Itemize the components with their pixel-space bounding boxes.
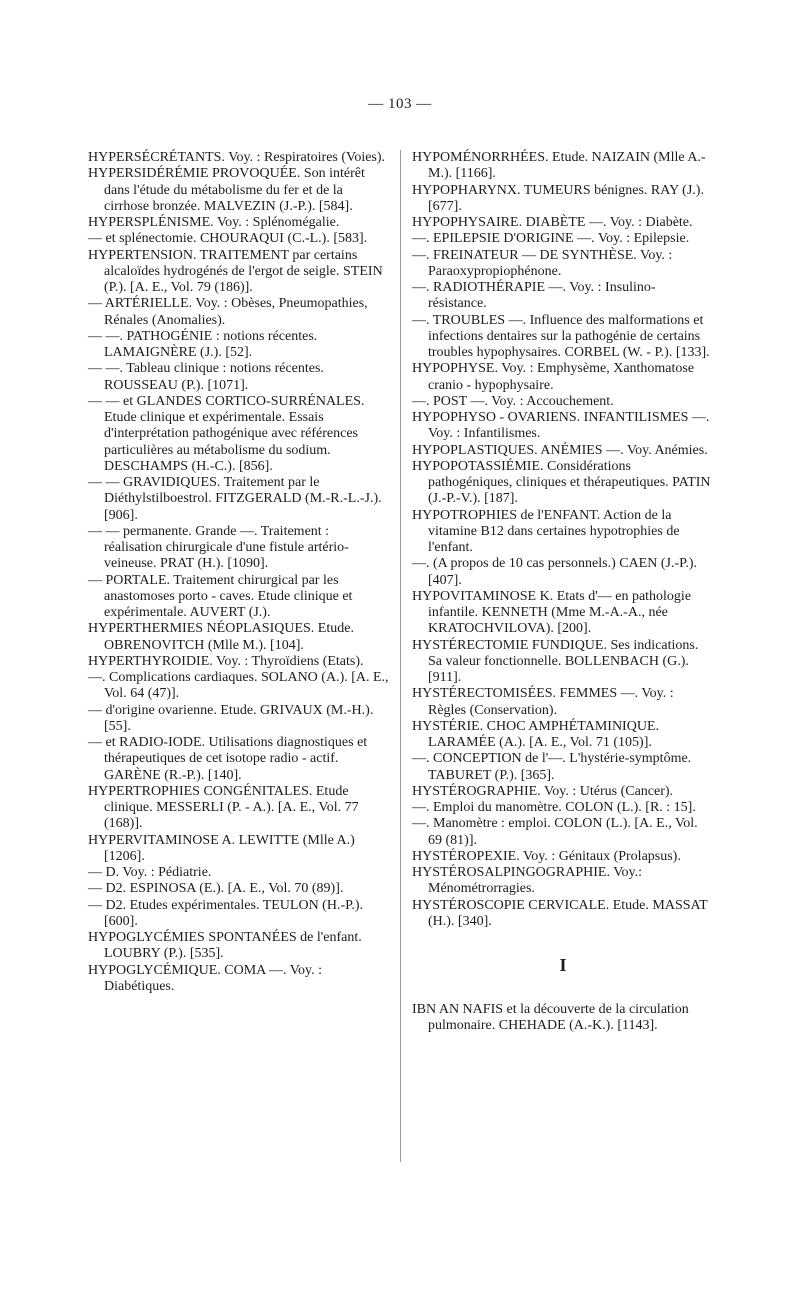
index-entry: — D2. ESPINOSA (E.). [A. E., Vol. 70 (89)]. [88,881,344,897]
index-entry: HYPOTROPHIES de l'ENFANT. Action de la vitamine B12 dans certaines hypotrophies de l'enfant. [412,507,680,555]
index-entry: — — et GLANDES CORTICO-SURRÉNALES. Etude clinique et expérimentale. Essais d'interprétation pathogénique avec références particulières au métabolisme du sodium. DESCHAMPS (H.-C.). [856]. [88,393,365,474]
index-entry: HYPERVITAMINOSE A. LEWITTE (Mlle A.) [1206]. [88,832,355,864]
index-entry: — d'origine ovarienne. Etude. GRIVAUX (M.-H.). [55]. [88,702,374,734]
index-entry: —. (A propos de 10 cas personnels.) CAEN (J.-P.). [407]. [412,556,698,588]
index-entry: HYSTÉROSCOPIE CERVICALE. Etude. MASSAT (H.). [340]. [412,897,708,929]
index-entry: HYPOVITAMINOSE K. Etats d'— en pathologie infantile. KENNETH (Mme M.-A.-A., née KRATOCHVILOVA). [200]. [412,588,692,637]
page-number: — 103 — [368,96,432,112]
index-entry: — ARTÉRIELLE. Voy. : Obèses, Pneumopathies, Rénales (Anomalies). [88,296,368,328]
index-entry: HYSTÉROGRAPHIE. Voy. : Utérus (Cancer). [412,783,674,799]
index-entry: HYPERTHYROIDIE. Voy. : Thyroïdiens (Etats). [88,653,364,669]
index-entry: HYPOPHARYNX. TUMEURS bénignes. RAY (J.). [677]. [412,182,704,214]
index-entry: IBN AN NAFIS et la découverte de la circulation pulmonaire. CHEHADE (A.-K.). [1143]. [412,1002,689,1034]
index-entry: HYPOPHYSO - OVARIENS. INFANTILISMES —. Voy. : Infantilismes. [412,410,710,442]
index-entry: HYPERSIDÉRÉMIE PROVOQUÉE. Son intérêt dans l'étude du métabolisme du fer et de la cirrhose bronzée. MALVEZIN (J.-P.). [584]. [88,166,365,214]
left-column [88,150,390,995]
index-entry: HYPERTHERMIES NÉOPLASIQUES. Etude. OBRENOVITCH (Mlle M.). [104]. [88,621,354,653]
index-entry: —. Manomètre : emploi. COLON (L.). [A. E., Vol. 69 (81)]. [412,816,698,848]
index-entry: HYSTÉROSALPINGOGRAPHIE. Voy.: Ménométrorragies. [412,865,642,897]
index-entry: —. RADIOTHÉRAPIE —. Voy. : Insulino-résistance. [412,280,656,312]
section-i-entries [412,1002,714,1035]
index-entry: HYSTÉRIE. CHOC AMPHÉTAMINIQUE. LARAMÉE (A.). [A. E., Vol. 71 (105)]. [412,718,659,750]
index-entry: — et splénectomie. CHOURAQUI (C.-L.). [583]. [88,231,368,247]
right-column-entries [412,150,714,930]
right-column [412,150,714,1035]
index-entry: — PORTALE. Traitement chirurgical par les anastomoses porto - caves. Etude clinique et expérimentale. AUVERT (J.). [88,572,353,620]
index-entry: — —. PATHOGÉNIE : notions récentes. LAMAIGNÈRE (J.). [52]. [88,328,318,360]
index-entry: —. Complications cardiaques. SOLANO (A.). [A. E., Vol. 64 (47)]. [88,670,389,702]
index-entry: — D. Voy. : Pédiatrie. [88,865,212,880]
index-entry: HYSTÉRECTOMIE FUNDIQUE. Ses indications. Sa valeur fonctionnelle. BOLLENBACH (G.). [911]. [412,637,699,685]
section-letter-heading: I [559,955,567,975]
column-divider [400,150,401,1162]
index-entry: —. FREINATEUR — DE SYNTHÈSE. Voy. : Paraoxypropiophénone. [412,247,673,279]
index-entry: HYSTÉROPEXIE. Voy. : Génitaux (Prolapsus). [412,848,681,864]
index-entry: HYPOGLYCÉMIQUE. COMA —. Voy. : Diabétiques. [88,962,323,994]
index-entry: HYSTÉRECTOMISÉES. FEMMES —. Voy. : Règles (Conservation). [412,686,674,718]
index-entry: HYPOMÉNORRHÉES. Etude. NAIZAIN (Mlle A.-M.). [1166]. [412,150,706,182]
index-entry: HYPERSÉCRÉTANTS. Voy. : Respiratoires (Voies). [88,150,386,165]
index-entry: — et RADIO-IODE. Utilisations diagnostiques et thérapeutiques de cet isotope radio - actif. GARÈNE (R.-P.). [140]. [88,735,368,783]
index-entry: —. TROUBLES —. Influence des malformations et infections dentaires sur la pathogénie de certains troubles hypophysaires. CORBEL (W. - P.). [133]. [412,312,710,360]
index-entry: —. EPILEPSIE D'ORIGINE —. Voy. : Epilepsie. [412,231,690,247]
index-entry: HYPERTENSION. TRAITEMENT par certains alcaloïdes hydrogénés de l'ergot de seigle. STEIN (P.). [A. E., Vol. 79 (186)]. [88,247,383,295]
index-entry: —. CONCEPTION de l'—. L'hystérie-symptôme. TABURET (P.). [365]. [412,751,692,783]
index-entry: HYPOPOTASSIÉMIE. Considérations pathogéniques, cliniques et thérapeutiques. PATIN (J.-P.-V.). [187]. [412,458,711,507]
index-entry: —. POST —. Voy. : Accouchement. [412,393,614,409]
index-entry: HYPOPLASTIQUES. ANÉMIES —. Voy. Anémies. [412,442,708,458]
index-entry: HYPERSPLÉNISME. Voy. : Splénomégalie. [88,215,340,230]
index-entry: — D2. Etudes expérimentales. TEULON (H.-P.). [600]. [88,897,364,929]
index-entry: HYPERTROPHIES CONGÉNITALES. Etude clinique. MESSERLI (P. - A.). [A. E., Vol. 77 (168)]. [88,783,359,832]
index-entry: — —. Tableau clinique : notions récentes. ROUSSEAU (P.). [1071]. [88,361,324,393]
index-entry: HYPOGLYCÉMIES SPONTANÉES de l'enfant. LOUBRY (P.). [535]. [88,930,362,962]
index-entry: HYPOPHYSE. Voy. : Emphysème, Xanthomatose cranio - hypophysaire. [412,361,695,393]
index-entry: — — GRAVIDIQUES. Traitement par le Diéthylstilboestrol. FITZGERALD (M.-R.-L.-J.). [906]. [88,475,382,523]
index-entry: HYPOPHYSAIRE. DIABÈTE —. Voy. : Diabète. [412,215,693,230]
index-entry: —. Emploi du manomètre. COLON (L.). [R. : 15]. [412,800,696,815]
index-entry: — — permanente. Grande —. Traitement : réalisation chirurgicale d'une fistule artério-veineuse. PRAT (H.). [1090]. [88,523,349,572]
